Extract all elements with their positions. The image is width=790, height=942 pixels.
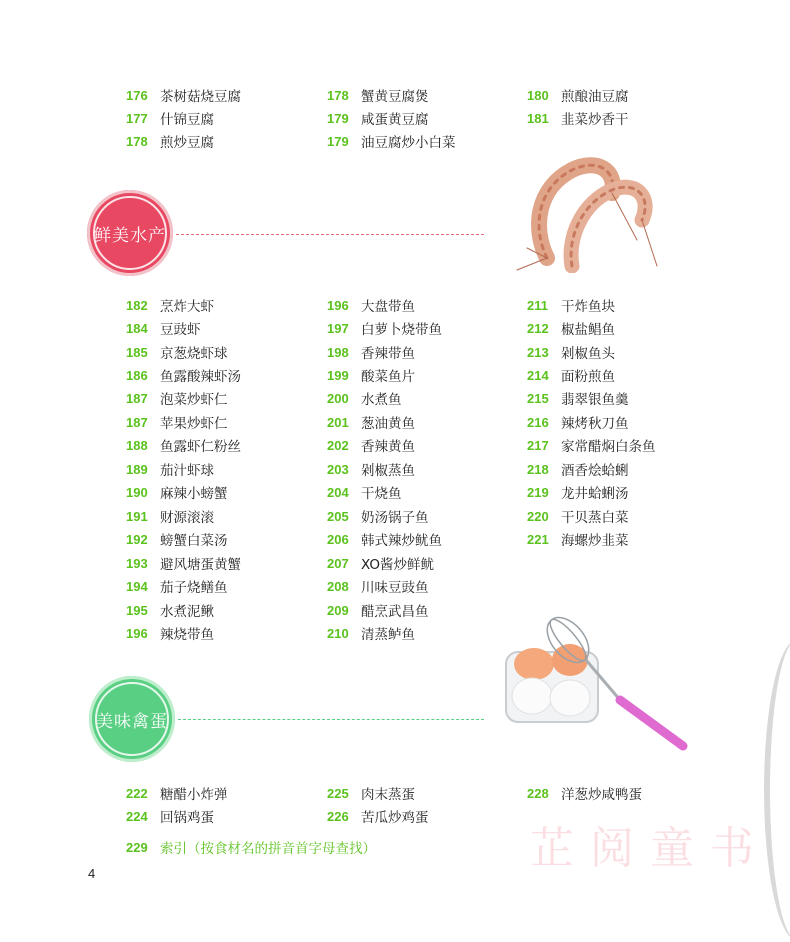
list-item (527, 434, 656, 456)
dish-name: 什锦豆腐 (160, 112, 214, 128)
page-num: 218 (527, 461, 549, 477)
page-num: 182 (126, 297, 148, 313)
dish-name: 茄子烧鳝鱼 (160, 580, 228, 596)
dish-name: 香辣带鱼 (361, 346, 415, 362)
list-item (126, 528, 228, 550)
page-num: 215 (527, 390, 549, 406)
egg-section-badge (89, 676, 175, 762)
page-num: 225 (327, 785, 349, 801)
list-item (527, 84, 629, 106)
list-item (327, 84, 429, 106)
index-entry (126, 836, 376, 858)
list-item (527, 107, 629, 129)
page-num: 207 (327, 555, 349, 571)
page-num: 180 (527, 87, 549, 103)
eggs-whisk-image (498, 612, 693, 754)
list-item (126, 341, 228, 363)
list-item (327, 481, 402, 503)
dish-name: 糖醋小炸弹 (160, 787, 228, 803)
dish-name: 韩式辣炒鱿鱼 (361, 533, 442, 549)
dish-name: 螃蟹白菜汤 (160, 533, 228, 549)
list-item (126, 622, 214, 644)
page-num: 179 (327, 133, 349, 149)
dish-name: 苹果炒虾仁 (160, 416, 228, 432)
list-item (126, 805, 214, 827)
dish-name: 川味豆豉鱼 (361, 580, 429, 596)
list-item (527, 481, 629, 503)
page-num: 213 (527, 344, 549, 360)
page-num: 212 (527, 320, 549, 336)
list-item (527, 387, 629, 409)
dish-name: 鱼露酸辣虾汤 (160, 369, 241, 385)
dish-name: 奶汤锅子鱼 (361, 510, 429, 526)
list-item (527, 341, 615, 363)
page-num: 214 (527, 367, 549, 383)
dish-name: 咸蛋黄豆腐 (361, 112, 429, 128)
list-item (327, 317, 442, 339)
list-item (527, 317, 615, 339)
list-item (327, 505, 429, 527)
page-num: 209 (327, 602, 349, 618)
section-title: 鲜美水产 (94, 225, 166, 246)
list-item (327, 599, 429, 621)
index-title: 索引（按食材名的拼音首字母查找） (160, 841, 376, 857)
dish-name: 葱油黄鱼 (361, 416, 415, 432)
page-num: 179 (327, 110, 349, 126)
list-item (126, 364, 241, 386)
page-num: 200 (327, 390, 349, 406)
page-num: 201 (327, 414, 349, 430)
shrimp-image (512, 148, 662, 273)
list-item (126, 130, 214, 152)
page-num: 219 (527, 484, 549, 500)
list-item (327, 622, 415, 644)
page-num: 176 (126, 87, 148, 103)
list-item (327, 458, 415, 480)
dish-name: 香辣黄鱼 (361, 439, 415, 455)
list-item (126, 552, 241, 574)
page-num: 226 (327, 808, 349, 824)
list-item (327, 387, 402, 409)
watermark: 芷阅童书 (530, 823, 770, 874)
page-edge-decoration (764, 640, 790, 940)
list-item (527, 505, 629, 527)
dish-name: 泡菜炒虾仁 (160, 392, 228, 408)
list-item (527, 458, 629, 480)
page-num: 185 (126, 344, 148, 360)
page-num: 186 (126, 367, 148, 383)
page-num: 220 (527, 508, 549, 524)
dish-name: 麻辣小螃蟹 (160, 486, 228, 502)
dish-name: 面粉煎鱼 (561, 369, 615, 385)
list-item (327, 294, 415, 316)
dish-name: 水煮泥鳅 (160, 604, 214, 620)
list-item (327, 341, 415, 363)
list-item (527, 364, 615, 386)
dish-name: 酒香烩蛤蜊 (561, 463, 629, 479)
dish-name: 水煮鱼 (361, 392, 402, 408)
page-num: 203 (327, 461, 349, 477)
seafood-section-badge (87, 190, 173, 276)
dish-name: 酸菜鱼片 (361, 369, 415, 385)
dish-name: 韭菜炒香干 (561, 112, 629, 128)
dish-name: 干烧鱼 (361, 486, 402, 502)
page-num: 229 (126, 839, 148, 855)
page-num: 205 (327, 508, 349, 524)
page-num: 196 (327, 297, 349, 313)
dish-name: 茶树菇烧豆腐 (160, 89, 241, 105)
dish-name: 肉末蒸蛋 (361, 787, 415, 803)
dish-name: 煎炒豆腐 (160, 135, 214, 151)
page-num: 202 (327, 437, 349, 453)
dish-name: 回锅鸡蛋 (160, 810, 214, 826)
list-item (126, 411, 228, 433)
dish-name: 椒盐鲳鱼 (561, 322, 615, 338)
page-num: 189 (126, 461, 148, 477)
page-num: 190 (126, 484, 148, 500)
dish-name: 大盘带鱼 (361, 299, 415, 315)
list-item (327, 805, 429, 827)
dish-name: 豆豉虾 (160, 322, 201, 338)
page-num: 187 (126, 390, 148, 406)
dish-name: 京葱烧虾球 (160, 346, 228, 362)
dish-name: 干炸鱼块 (561, 299, 615, 315)
section-title: 美味禽蛋 (96, 711, 168, 732)
list-item (126, 575, 228, 597)
list-item (327, 782, 415, 804)
page-num: 217 (527, 437, 549, 453)
list-item (527, 411, 629, 433)
dish-name: 翡翠银鱼羹 (561, 392, 629, 408)
list-item (327, 130, 456, 152)
dish-name: 烹炸大虾 (160, 299, 214, 315)
page-number: 4 (88, 866, 96, 881)
dish-name: 油豆腐炒小白菜 (361, 135, 456, 151)
dish-name: 醋烹武昌鱼 (361, 604, 429, 620)
list-item (327, 575, 429, 597)
dish-name: 苦瓜炒鸡蛋 (361, 810, 429, 826)
list-item (527, 528, 629, 550)
dish-name: 避风塘蛋黄蟹 (160, 557, 241, 573)
list-item (126, 505, 214, 527)
page-num: 221 (527, 531, 549, 547)
page-num: 222 (126, 785, 148, 801)
dish-name: 财源滚滚 (160, 510, 214, 526)
page-num: 197 (327, 320, 349, 336)
page-num: 178 (126, 133, 148, 149)
page-num: 187 (126, 414, 148, 430)
dish-name: 清蒸鲈鱼 (361, 627, 415, 643)
page-num: 198 (327, 344, 349, 360)
list-item (327, 364, 415, 386)
list-item (327, 528, 442, 550)
page-num: 192 (126, 531, 148, 547)
page-num: 188 (126, 437, 148, 453)
page-num: 211 (527, 297, 548, 313)
list-item (327, 107, 429, 129)
dish-name: 家常醋焖白条鱼 (561, 439, 656, 455)
dish-name: 白萝卜烧带鱼 (361, 322, 442, 338)
list-item (126, 481, 228, 503)
page-num: 181 (527, 110, 549, 126)
dish-name: 辣烧带鱼 (160, 627, 214, 643)
list-item (126, 294, 214, 316)
page-num: 216 (527, 414, 549, 430)
page-num: 191 (126, 508, 148, 524)
list-item (126, 107, 214, 129)
page-num: 194 (126, 578, 148, 594)
page-num: 195 (126, 602, 148, 618)
list-item (327, 411, 415, 433)
page-num: 199 (327, 367, 349, 383)
page-num: 204 (327, 484, 349, 500)
list-item (327, 434, 415, 456)
page-num: 208 (327, 578, 349, 594)
page-num: 228 (527, 785, 549, 801)
page-num: 193 (126, 555, 148, 571)
dish-name: 干贝蒸白菜 (561, 510, 629, 526)
page-num: 178 (327, 87, 349, 103)
dish-name: 剁椒蒸鱼 (361, 463, 415, 479)
divider (176, 234, 484, 235)
list-item (126, 84, 241, 106)
page-num: 184 (126, 320, 148, 336)
list-item (126, 434, 241, 456)
list-item (327, 552, 434, 574)
dish-name: 剁椒鱼头 (561, 346, 615, 362)
page-num: 206 (327, 531, 349, 547)
page-num: 224 (126, 808, 148, 824)
dish-name: 蟹黄豆腐煲 (361, 89, 429, 105)
dish-name: 洋葱炒咸鸭蛋 (561, 787, 642, 803)
page-num: 177 (126, 110, 148, 126)
dish-name: 煎酿油豆腐 (561, 89, 629, 105)
dish-name: 鱼露虾仁粉丝 (160, 439, 241, 455)
dish-name: XO酱炒鲜鱿 (361, 557, 435, 573)
list-item (126, 599, 214, 621)
list-item (126, 317, 201, 339)
list-item (527, 782, 642, 804)
dish-name: 海螺炒韭菜 (561, 533, 629, 549)
dish-name: 茄汁虾球 (160, 463, 214, 479)
dish-name: 龙井蛤蜊汤 (561, 486, 629, 502)
dish-name: 辣烤秋刀鱼 (561, 416, 629, 432)
page-num: 210 (327, 625, 349, 641)
list-item (126, 387, 228, 409)
list-item (527, 294, 615, 316)
list-item (126, 782, 228, 804)
page-num: 196 (126, 625, 148, 641)
divider (178, 719, 484, 720)
list-item (126, 458, 214, 480)
